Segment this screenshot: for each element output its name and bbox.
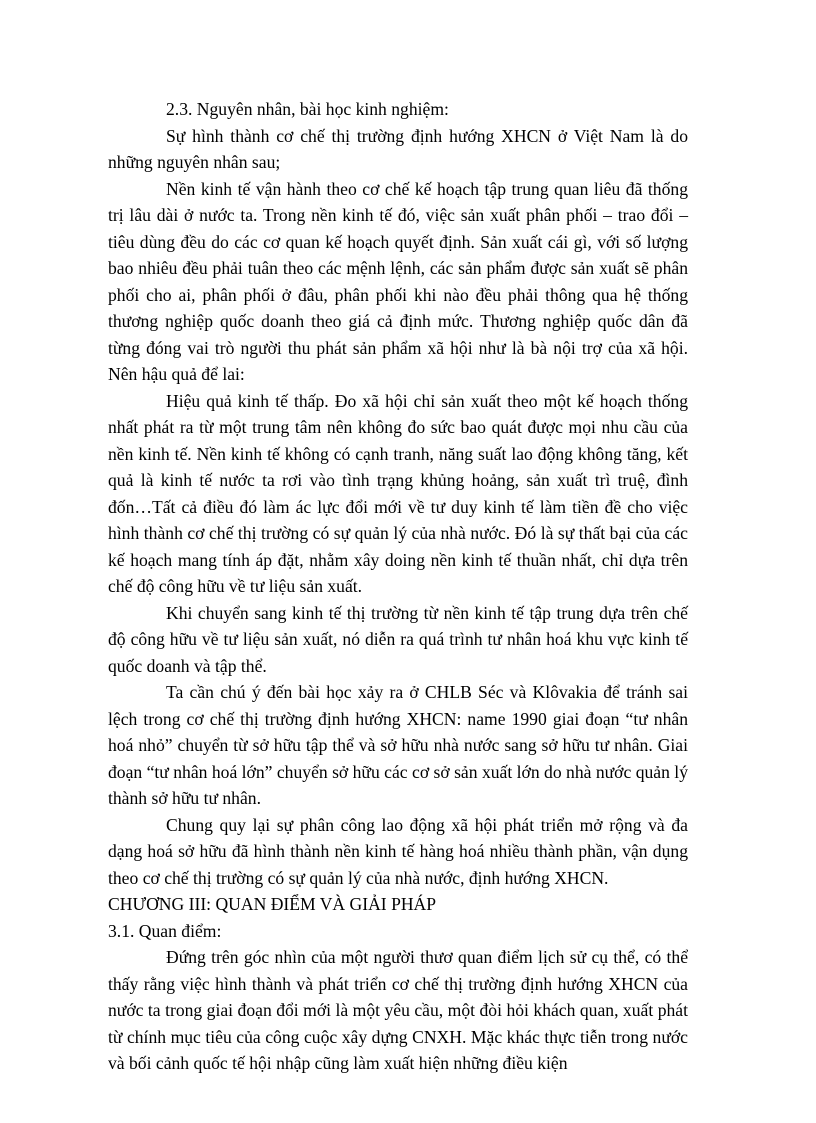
paragraph: Nền kinh tế vận hành theo cơ chế kế hoạch tập trung quan liêu đã thống trị lâu dài ở nước ta. Trong nền kinh tế đó, việc sản xuất phân phối – trao đổi – tiêu dùng đều do các cơ quan kế hoạch quyết định. Sản xuất cái gì, với số lượng bao nhiêu đều phải tuân theo các mệnh lệnh, các sản phẩm được sản xuất sẽ phân phối cho ai, phân phối ở đâu, phân phối khi nào đều phải thông qua hệ thống thương nghiệp quốc doanh theo giá cả định mức. Thương nghiệp quốc dân đã từng đóng vai trò người thu phát sản phẩm xã hội như là bà nội trợ của xã hội. Nên hậu quả để lai: (108, 178, 688, 384)
paragraph: Hiệu quả kinh tế thấp. Đo xã hội chỉ sản xuất theo một kế hoạch thống nhất phát ra từ một trung tâm nên không đo sức bao quát được mọi nhu cầu của nền kinh tế. Nền kinh tế không có cạnh tranh, năng suất lao động không tăng, kết quả là kinh tế nước ta rơi vào tình trạng khủng hoảng, sản xuất trì truệ, đình đốn…Tất cả điều đó làm ác lực đổi mới về tư duy kinh tế làm tiền đề cho việc hình thành cơ chế thị trường có sự quản lý của nhà nước. Đó là sự thất bại của các kế hoạch mang tính áp đặt, nhằm xây doing nền kinh tế thuần nhất, chỉ dựa trên chế độ công hữu về tư liệu sản xuất. (108, 390, 688, 596)
paragraph: Đứng trên góc nhìn của một người thươ quan điểm lịch sử cụ thể, có thể thấy rằng việc hình thành và phát triển cơ chế thị trường định hướng XHCN của nước ta trong giai đoạn đổi mới là một yêu cầu, một đòi hỏi khách quan, xuất phát từ chính mục tiêu của công cuộc xây dựng CNXH. Mặc khác thực tiễn trong nước và bối cảnh quốc tế hội nhập cũng làm xuất hiện những điều kiện (108, 947, 688, 1073)
chapter-heading: CHƯƠNG III: QUAN ĐIỂM VÀ GIẢI PHÁP (108, 894, 437, 914)
paragraph: Ta cần chú ý đến bài học xảy ra ở CHLB Séc và Klôvakia để tránh sai lệch trong cơ chế thị trường định hướng XHCN: name 1990 giai đoạn “tư nhân hoá nhỏ” chuyển từ sở hữu tập thể và sở hữu nhà nước sang sở hữu tư nhân. Giai đoạn “tư nhân hoá lớn” chuyển sở hữu các cơ sở sản xuất lớn do nhà nước quản lý thành sở hữu tư nhân. (108, 682, 688, 808)
paragraph: Khi chuyển sang kinh tế thị trường từ nền kinh tế tập trung dựa trên chế độ công hữu về tư liệu sản xuất, nó diễn ra quá trình tư nhân hoá khu vực kinh tế quốc doanh và tập thể. (108, 602, 688, 676)
body-text (108, 96, 688, 1077)
paragraph: Chung quy lại sự phân công lao động xã hội phát triển mở rộng và đa dạng hoá sở hữu đã hình thành nền kinh tế hàng hoá nhiều thành phần, vận dụng theo cơ chế thị trường có sự quản lý của nhà nước, định hướng XHCN. (108, 814, 688, 888)
paragraph: Sự hình thành cơ chế thị trường định hướng XHCN ở Việt Nam là do những nguyên nhân sau; (108, 125, 688, 172)
subsection-heading: 3.1. Quan điểm: (108, 920, 222, 941)
section-heading: 2.3. Nguyên nhân, bài học kinh nghiệm: (166, 99, 449, 119)
